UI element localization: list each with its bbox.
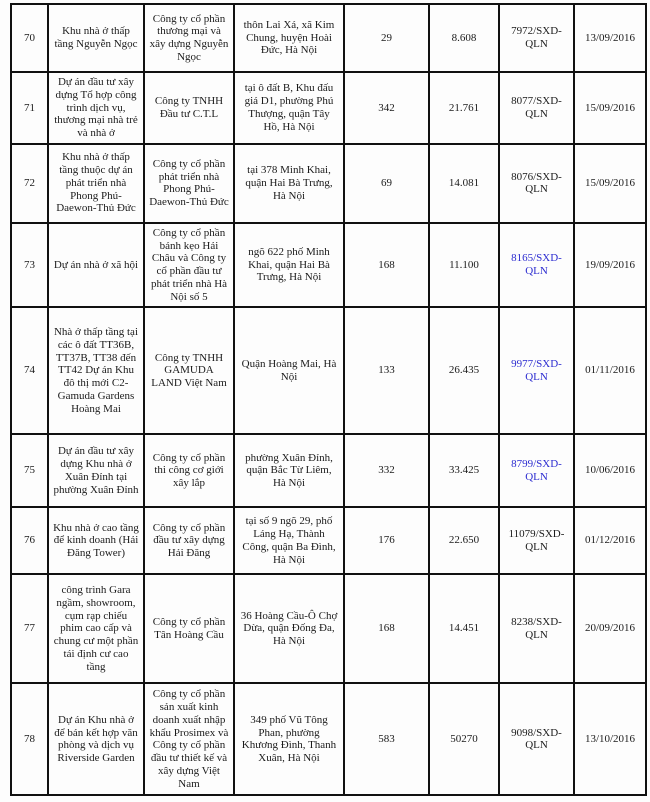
decision-number-cell <box>499 434 574 507</box>
project-name-cell: Dự án đầu tư xây dựng Khu nhà ở Xuân Đỉnh tại phường Xuân Đỉnh <box>48 434 144 507</box>
quantity-cell: 69 <box>344 144 429 223</box>
investor-name-cell: Công ty cổ phần bánh kẹo Hải Châu và Công ty cổ phần đầu tư phát triển nhà Hà Nội số 5 <box>144 223 234 308</box>
decision-number-link[interactable]: 8165/SXD-QLN <box>511 252 562 277</box>
decision-number-cell: 8077/SXD-QLN <box>499 72 574 144</box>
value-cell: 11.100 <box>429 223 499 308</box>
quantity-cell: 583 <box>344 683 429 795</box>
table-row <box>11 144 646 223</box>
row-number-cell: 73 <box>11 223 48 308</box>
decision-number-cell: 8076/SXD-QLN <box>499 144 574 223</box>
project-name-cell: công trình Gara ngầm, showroom, cụm rạp chiếu phim cao cấp và chung cư một phần tái định cư cao tầng <box>48 574 144 683</box>
decision-number-link[interactable]: 9977/SXD-QLN <box>511 358 562 383</box>
decision-number-cell <box>499 223 574 308</box>
decision-date-cell: 01/12/2016 <box>574 507 646 574</box>
table-row <box>11 72 646 144</box>
row-number-cell: 77 <box>11 574 48 683</box>
decision-number-link[interactable]: 8799/SXD-QLN <box>511 458 562 483</box>
project-address-cell: 349 phố Vũ Tông Phan, phường Khương Đình, Thanh Xuân, Hà Nội <box>234 683 344 795</box>
value-cell: 8.608 <box>429 4 499 72</box>
project-address-cell: ngõ 622 phố Minh Khai, quận Hai Bà Trưng, Hà Nội <box>234 223 344 308</box>
decision-date-cell: 15/09/2016 <box>574 144 646 223</box>
row-number-cell: 75 <box>11 434 48 507</box>
table-body <box>11 4 646 795</box>
decision-date-cell: 13/09/2016 <box>574 4 646 72</box>
table-row <box>11 507 646 574</box>
investor-name-cell: Công ty cổ phần đầu tư xây dựng Hải Đăng <box>144 507 234 574</box>
project-name-cell: Dự án đầu tư xây dựng Tổ hợp công trình dịch vụ, thương mại nhà trẻ và nhà ở <box>48 72 144 144</box>
investor-name-cell: Công ty cổ phần thi công cơ giới xây lắp <box>144 434 234 507</box>
investor-name-cell: Công ty TNHH Đầu tư C.T.L <box>144 72 234 144</box>
decision-date-cell: 10/06/2016 <box>574 434 646 507</box>
investor-name-cell: Công ty cổ phần sản xuất kinh doanh xuất nhập khẩu Prosimex và Công ty cổ phần đầu tư thiết kế và xây dựng Việt Nam <box>144 683 234 795</box>
value-cell: 21.761 <box>429 72 499 144</box>
project-name-cell: Nhà ở thấp tầng tại các ô đất TT36B, TT37B, TT38 đến TT42 Dự án Khu đô thị mới C2-Gamuda Gardens Hoàng Mai <box>48 307 144 434</box>
table-row <box>11 434 646 507</box>
decision-number-cell <box>499 307 574 434</box>
value-cell: 33.425 <box>429 434 499 507</box>
value-cell: 14.451 <box>429 574 499 683</box>
project-name-cell: Khu nhà ở thấp tầng Nguyễn Ngọc <box>48 4 144 72</box>
decision-number-cell: 11079/SXD-QLN <box>499 507 574 574</box>
row-number-cell: 74 <box>11 307 48 434</box>
quantity-cell: 342 <box>344 72 429 144</box>
project-name-cell: Khu nhà ở thấp tầng thuộc dự án phát triển nhà Phong Phú-Daewon-Thủ Đức <box>48 144 144 223</box>
project-address-cell: tại số 9 ngõ 29, phố Láng Hạ, Thành Công, quận Ba Đình, Hà Nội <box>234 507 344 574</box>
table-row <box>11 4 646 72</box>
row-number-cell: 78 <box>11 683 48 795</box>
table-row <box>11 223 646 308</box>
project-address-cell: thôn Lai Xá, xã Kim Chung, huyện Hoài Đức, Hà Nội <box>234 4 344 72</box>
licenses-table <box>10 3 647 796</box>
decision-number-cell: 9098/SXD-QLN <box>499 683 574 795</box>
project-name-cell: Dự án nhà ở xã hội <box>48 223 144 308</box>
decision-date-cell: 19/09/2016 <box>574 223 646 308</box>
row-number-cell: 70 <box>11 4 48 72</box>
table-row <box>11 307 646 434</box>
project-name-cell: Dự án Khu nhà ở để bán kết hợp văn phòng và dịch vụ Riverside Garden <box>48 683 144 795</box>
investor-name-cell: Công ty cổ phần Tân Hoàng Cầu <box>144 574 234 683</box>
decision-date-cell: 01/11/2016 <box>574 307 646 434</box>
quantity-cell: 29 <box>344 4 429 72</box>
project-address-cell: tại 378 Minh Khai, quận Hai Bà Trưng, Hà Nội <box>234 144 344 223</box>
decision-number-cell: 7972/SXD-QLN <box>499 4 574 72</box>
row-number-cell: 71 <box>11 72 48 144</box>
project-address-cell: phường Xuân Đỉnh, quận Bắc Từ Liêm, Hà Nội <box>234 434 344 507</box>
decision-date-cell: 20/09/2016 <box>574 574 646 683</box>
table-row <box>11 574 646 683</box>
project-name-cell: Khu nhà ở cao tầng để kinh doanh (Hải Đăng Tower) <box>48 507 144 574</box>
investor-name-cell: Công ty TNHH GAMUDA LAND Việt Nam <box>144 307 234 434</box>
project-address-cell: tại ô đất B, Khu đấu giá D1, phường Phú Thượng, quận Tây Hồ, Hà Nội <box>234 72 344 144</box>
row-number-cell: 72 <box>11 144 48 223</box>
investor-name-cell: Công ty cổ phần phát triển nhà Phong Phú-Daewon-Thủ Đức <box>144 144 234 223</box>
quantity-cell: 133 <box>344 307 429 434</box>
table-row <box>11 683 646 795</box>
decision-date-cell: 15/09/2016 <box>574 72 646 144</box>
value-cell: 26.435 <box>429 307 499 434</box>
decision-number-cell: 8238/SXD-QLN <box>499 574 574 683</box>
quantity-cell: 168 <box>344 223 429 308</box>
value-cell: 50270 <box>429 683 499 795</box>
value-cell: 14.081 <box>429 144 499 223</box>
row-number-cell: 76 <box>11 507 48 574</box>
investor-name-cell: Công ty cổ phần thương mại và xây dựng Nguyễn Ngọc <box>144 4 234 72</box>
quantity-cell: 332 <box>344 434 429 507</box>
quantity-cell: 168 <box>344 574 429 683</box>
quantity-cell: 176 <box>344 507 429 574</box>
project-address-cell: 36 Hoàng Cầu-Ô Chợ Dừa, quận Đống Đa, Hà Nội <box>234 574 344 683</box>
value-cell: 22.650 <box>429 507 499 574</box>
project-address-cell: Quận Hoàng Mai, Hà Nội <box>234 307 344 434</box>
decision-date-cell: 13/10/2016 <box>574 683 646 795</box>
